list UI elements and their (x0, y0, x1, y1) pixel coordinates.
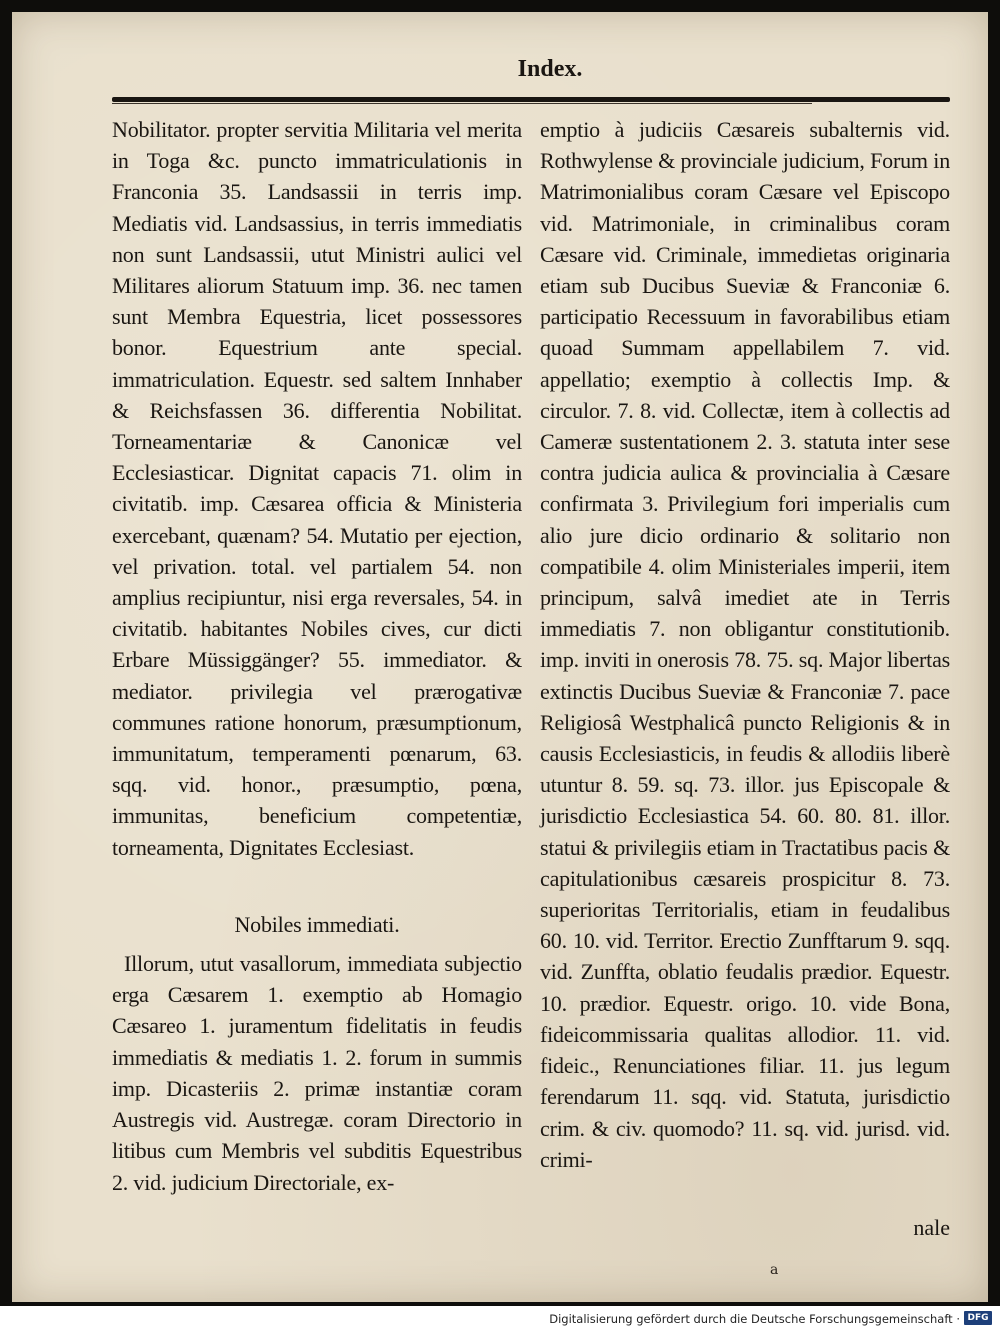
left-paragraph-2: Illorum, utut vasallorum, immediata subjectio erga Cæsarem 1. exemptio ab Homagio Cæsareo 1. juramentum fidelitatis in feudis immediatis & mediatis 1. 2. forum in summis imp. Dicasteriis 2. primæ instantiæ coram Austregis vid. Austregæ. coram Directorio in litibus cum Membris vel subditis Equestribus 2. vid. judicium Directoriale, ex- (112, 951, 522, 1195)
left-paragraph-1: Nobilitator. propter servitia Militaria vel merita in Toga &c. puncto immatriculationis in Franconia 35. Landsassii in terris imp. Mediatis vid. Landsassius, in terris immediatis non sunt Landsassii, utut Ministri aulici vel Militares aliorum Statuum imp. 36. nec tamen sunt Membra Equestria, licet possessores bonor. Equestrium ante special. immatriculation. Equestr. sed saltem Innhaber & Reichsfassen 36. differentia Nobilitat. Torneamentariæ & Canonicæ vel Ecclesiasticar. Dignitat capacis 71. olim in civitatib. imp. Cæsarea officia & Ministeria exercebant, quænam? 54. Mutatio per ejection, vel privation. total. vel partialem 54. non amplius recipiuntur, nisi erga reversales, 54. in civitatib. habitantes Nobiles cives, cur dicti Erbare Müssiggänger? 55. immediator. & mediator. privilegia vel prærogativæ communes ratione honorum, præsumptionum, immunitatum, temperamenti pœnarum, 63. sqq. vid. honor., præsumptio, pœna, immunitas, beneficium competentiæ, torneamenta, Dignitates Ecclesiast. (112, 117, 522, 860)
footer-bar (0, 1306, 1000, 1331)
footer-credit-text: Digitalisierung gefördert durch die Deutsche Forschungsgemeinschaft · (549, 1312, 960, 1326)
page-mark: a (770, 1262, 779, 1278)
section-heading: Nobiles immediati. (234, 911, 400, 937)
dfg-logo-icon: DFG (964, 1311, 992, 1325)
right-paragraph-1: emptio à judiciis Cæsareis subalternis vid. Rothwylense & provinciale judicium, Forum in Matrimonialibus coram Cæsare vel Episcopo vid. Matrimoniale, in criminalibus coram Cæsare vid. Criminale, immedietas originaria etiam sub Ducibus Sueviæ & Franconiæ 6. participatio Recessuum in favorabilibus etiam quoad Summam appellabilem 7. vid. appellatio; exemptio à collectis Imp. & circulor. 7. 8. vid. Collectæ, item à collectis ad Cameræ sustentationem 2. 3. statuta inter sese contra judicia aulica & provincialia à Cæsare confirmata 3. Privilegium fori imperialis cum alio jure dicio ordinario & solitario non compatibile 4. olim Ministeriales imperii, item principum, salvâ imediet ate in Terris immediatis 7. non obligantur constitutionib. imp. inviti in onerosis 78. 75. sq. Major libertas extinctis Ducibus Sueviæ & Franconiæ 7. pace Religiosâ Westphalicâ puncto Religionis & in causis Ecclesiasticis, in feudis & allodiis liberè utuntur 8. 59. sq. 73. illor. jus Episcopale & jurisdictio Ecclesiastica 54. 60. 80. 81. illor. statui & privilegiis etiam in Tractatibus pacis & capitulationibus cæsareis prospicitur 8. 73. superioritas Territorialis, etiam in feudalibus 60. 10. vid. Territor. Erectio Zunfftarum 9. sqq. vid. Zunffta, oblatio feudalis prædior. Equestr. 10. prædior. Equestr. origo. 10. vide Bona, fideicommissaria qualitas allodior. 11. vid. fideic., Renunciationes filiar. 11. jus legum ferendarum 11. sqq. vid. Statuta, jurisdictio crim. & civ. quomodo? 11. sq. vid. jurisd. vid. crimi- (540, 117, 950, 1172)
header-rule (112, 97, 950, 102)
page-header: Index. (517, 56, 583, 82)
header-rule-thin (112, 103, 812, 104)
catchword: nale (913, 1215, 950, 1240)
left-column (112, 114, 522, 1198)
right-column (540, 114, 950, 1175)
